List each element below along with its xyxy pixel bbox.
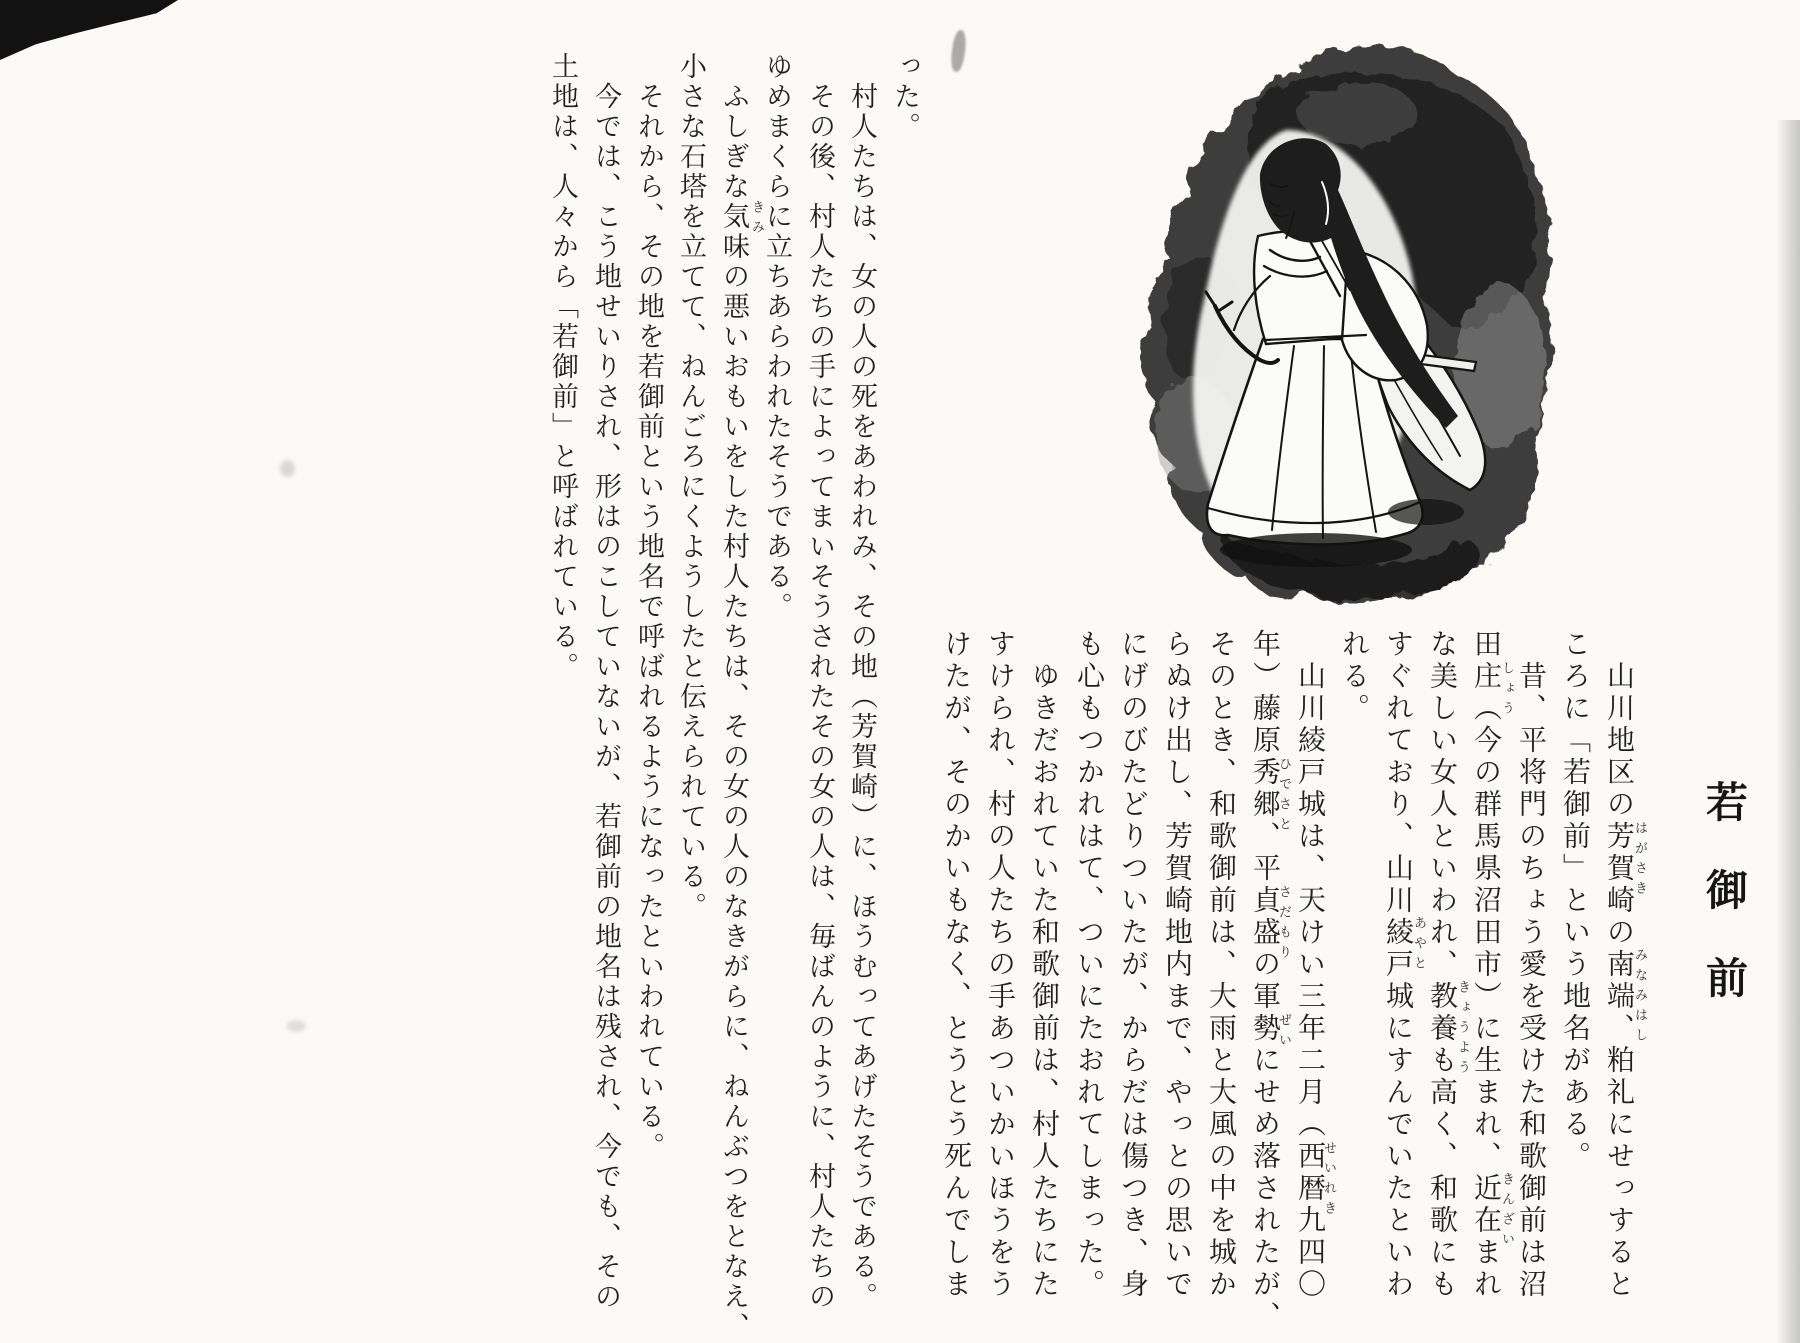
text-column: 村人たちは、女の人の死をあわれみ、その地（芳賀崎）に、ほうむってあげたそうである。 [847, 82, 877, 1312]
text-column: すぐれており、山川綾戸城にすんでいたといわ [1382, 629, 1413, 1301]
text-column: 山川地区の芳賀崎の南端、粕礼にせっすると [1603, 661, 1634, 1301]
text-column: った。 [890, 52, 920, 142]
text-column: ふしぎな気味の悪いおもいをした村人たちは、その女の人のなきがらに、ねんぶつをとなえ、 [719, 82, 749, 1342]
text-column: すけられ、村の人たちの手あついかいほうをう [984, 629, 1015, 1301]
furigana: きみ [750, 200, 765, 240]
furigana: ひでさと [1277, 757, 1292, 837]
text-column: そのとき、和歌御前は、大雨と大風の中を城か [1205, 629, 1236, 1301]
text-column: けたが、そのかいもなく、とうとう死んでしま [940, 629, 971, 1301]
text-column: な美しい女人といわれ、教養も高く、和歌にも [1426, 629, 1457, 1301]
furigana: しょう [1500, 661, 1515, 721]
furigana: さだもり [1277, 885, 1292, 965]
text-column: にげのびたどりついたが、からだは傷つき、身 [1117, 629, 1148, 1301]
scan-edge-mark [949, 29, 967, 72]
furigana: せいれき [1322, 1141, 1337, 1221]
furigana: あやと [1412, 916, 1427, 976]
text-column: ころに「若御前」という地名がある。 [1559, 629, 1590, 1173]
text-column: ゆめまくらに立ちあらわれたそうである。 [762, 52, 792, 622]
text-column: 小さな石塔を立てて、ねんごろにくようしたと伝えられている。 [676, 52, 706, 922]
furigana: はがさき [1633, 821, 1648, 901]
text-column: ゆきだおれていた和歌御前は、村人たちにた [1028, 661, 1059, 1301]
text-column: 昔、平将門のちょう愛を受けた和歌御前は沼 [1515, 661, 1546, 1301]
text-column: それから、その地を若御前という地名で呼ばれるようになったといわれている。 [634, 82, 664, 1162]
scan-corner-mark [0, 0, 178, 60]
text-column: らぬけ出し、芳賀崎地内まで、やっとの思いで [1161, 629, 1192, 1301]
text-column: れる。 [1338, 629, 1369, 725]
text-column: 田庄（今の群馬県沼田市）に生まれ、近在まれ [1470, 629, 1501, 1301]
page-edge-shadow [1776, 120, 1800, 1343]
furigana: きょうよう [1456, 980, 1471, 1080]
text-column: 今では、こう地せいりされ、形はのこしていないが、若御前の地名は残され、今でも、その [591, 82, 621, 1312]
furigana: みなみはし [1633, 948, 1648, 1048]
scan-smudge [287, 1020, 306, 1032]
furigana: きんざい [1500, 1172, 1515, 1252]
text-column: その後、村人たちの手によってまいそうされたその女の人は、毎ばんのように、村人たちの [805, 82, 835, 1312]
text-column: 年）藤原秀郷、平貞盛の軍勢にせめ落されたが、 [1249, 629, 1280, 1333]
text-column: も心もつかれはて、ついにたおれてしまった。 [1073, 629, 1104, 1301]
text-column: 山川綾戸城は、天けい三年二月（西暦九四〇 [1294, 661, 1325, 1301]
ink-illustration-woman-in-kimono [1108, 34, 1560, 612]
furigana: ぜい [1277, 1013, 1292, 1053]
section-title: 若御前 [1700, 780, 1746, 1044]
scan-smudge [280, 460, 295, 477]
text-column: 土地は、人々から「若御前」と呼ばれている。 [548, 52, 578, 682]
